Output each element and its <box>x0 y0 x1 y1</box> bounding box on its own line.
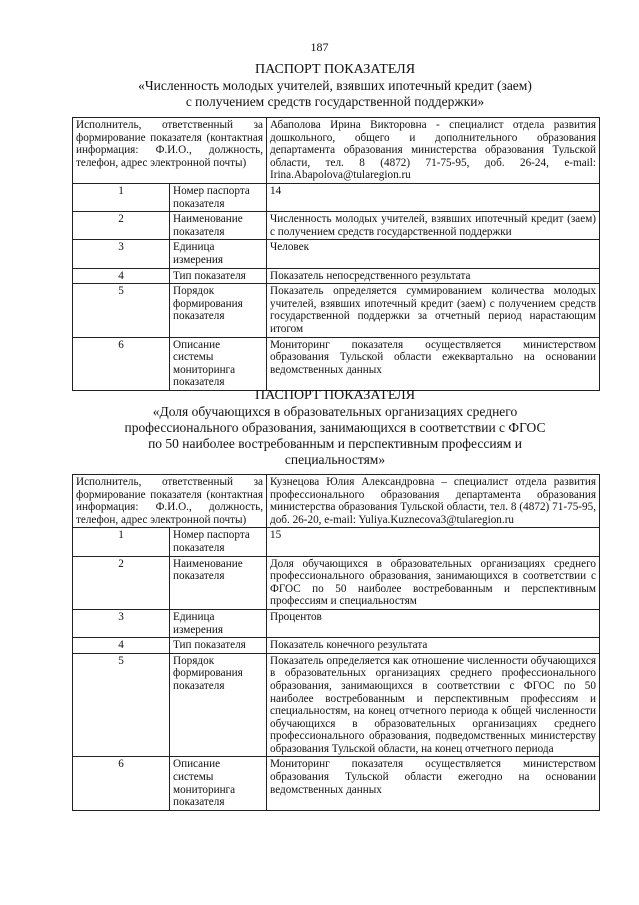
row-number: 6 <box>73 337 170 390</box>
row-value: Показатель определяется суммированием количества молодых учителей, взявших ипотечный кредит (заем) с получением средств государственной поддержки за отчетный период нарастающим итогом <box>267 284 600 337</box>
passport-2-title <box>70 388 600 468</box>
row-label: Наименование показателя <box>170 556 267 609</box>
table-row <box>73 528 600 556</box>
row-label: Порядок формирования показателя <box>170 653 267 757</box>
row-number: 2 <box>73 212 170 240</box>
row-number: 4 <box>73 268 170 284</box>
executor-label: Исполнитель, ответственный за формирование показателя (контактная информация: Ф.И.О., должность, телефон, адрес электронной почты) <box>73 118 267 184</box>
row-value: Мониторинг показателя осуществляется министерством образования Тульской области ежегодно на основании ведомственных данных <box>267 757 600 810</box>
row-value: Показатель непосредственного результата <box>267 268 600 284</box>
row-value: Показатель конечного результата <box>267 638 600 654</box>
passport-2-table <box>72 474 600 811</box>
row-value: Человек <box>267 240 600 268</box>
row-label: Номер паспорта показателя <box>170 183 267 211</box>
page-number: 187 <box>310 40 329 54</box>
table-row <box>73 653 600 757</box>
passport-1-title <box>70 62 600 110</box>
table-row <box>73 556 600 609</box>
executor-label: Исполнитель, ответственный за формирование показателя (контактная информация: Ф.И.О., должность, телефон, адрес электронной почты) <box>73 475 267 528</box>
row-number: 3 <box>73 240 170 268</box>
row-value: Мониторинг показателя осуществляется министерством образования Тульской области ежеквартально на основании ведомственных данных <box>267 337 600 390</box>
row-label: Единица измерения <box>170 609 267 637</box>
passport-2-heading: ПАСПОРТ ПОКАЗАТЕЛЯ <box>254 388 416 403</box>
table-row <box>73 757 600 810</box>
table-row <box>73 212 600 240</box>
row-value: Доля обучающихся в образовательных организациях среднего профессионального образования, занимающихся в соответствии с ФГОС по 50 наиболее востребованным и перспективным профессиям и специальностям <box>267 556 600 609</box>
passport-1-table <box>72 117 600 391</box>
row-number: 5 <box>73 653 170 757</box>
row-value: Процентов <box>267 609 600 637</box>
passport-2-title-line: «Доля обучающихся в образовательных организациях среднего <box>152 404 518 419</box>
table-row <box>73 638 600 654</box>
row-value: Численность молодых учителей, взявших ипотечный кредит (заем) с получением средств государственной поддержки <box>267 212 600 240</box>
row-number: 2 <box>73 556 170 609</box>
table-row <box>73 268 600 284</box>
row-value: 14 <box>267 183 600 211</box>
table-row <box>73 337 600 390</box>
table-row <box>73 240 600 268</box>
table-row <box>73 475 600 528</box>
row-value: Показатель определяется как отношение численности обучающихся в образовательных организациях среднего профессионального образования, занимающихся в соответствии с ФГОС по 50 наиболее востребованным и перспективным профессиям и специальностям, на конец отчетного периода к общей численности обучающихся в образовательных организациях среднего профессионального образования, подведомственных министерству образования Тульской области, на конец отчетного периода <box>267 653 600 757</box>
passport-2-title-line: по 50 наиболее востребованным и перспективным профессиям и <box>148 436 522 451</box>
row-number: 3 <box>73 609 170 637</box>
executor-value: Кузнецова Юлия Александровна – специалист отдела развития профессионального образования департамента образования министерства образования Тульской области, тел. 8 (4872) 71-75-95, доб. 26-20, e-mail: Yuliya.Kuznecova3@tularegion.ru <box>267 475 600 528</box>
table-row <box>73 609 600 637</box>
passport-2-title-line: профессионального образования, занимающихся в соответствии с ФГОС <box>124 420 546 435</box>
row-label: Описание системы мониторинга показателя <box>170 337 267 390</box>
executor-value: Абаполова Ирина Викторовна - специалист отдела развития дошкольного, общего и дополнительного образования департамента образования министерства образования Тульской области, тел. 8 (4872) 71-75-95, доб. 26-24, e-mail: Irina.Abapolova@tularegion.ru <box>267 118 600 184</box>
row-label: Номер паспорта показателя <box>170 528 267 556</box>
table-row <box>73 118 600 184</box>
row-number: 6 <box>73 757 170 810</box>
row-label: Тип показателя <box>170 268 267 284</box>
passport-1-title-line: с получением средств государственной поддержки» <box>185 94 485 109</box>
row-label: Порядок формирования показателя <box>170 284 267 337</box>
passport-2-title-line: специальностям» <box>284 452 386 467</box>
row-label: Описание системы мониторинга показателя <box>170 757 267 810</box>
row-value: 15 <box>267 528 600 556</box>
row-number: 1 <box>73 528 170 556</box>
row-number: 5 <box>73 284 170 337</box>
table-row <box>73 183 600 211</box>
row-label: Тип показателя <box>170 638 267 654</box>
row-number: 1 <box>73 183 170 211</box>
passport-1-heading: ПАСПОРТ ПОКАЗАТЕЛЯ <box>254 62 416 77</box>
row-label: Единица измерения <box>170 240 267 268</box>
row-label: Наименование показателя <box>170 212 267 240</box>
passport-1-title-line: «Численность молодых учителей, взявших ипотечный кредит (заем) <box>138 78 532 93</box>
row-number: 4 <box>73 638 170 654</box>
table-row <box>73 284 600 337</box>
